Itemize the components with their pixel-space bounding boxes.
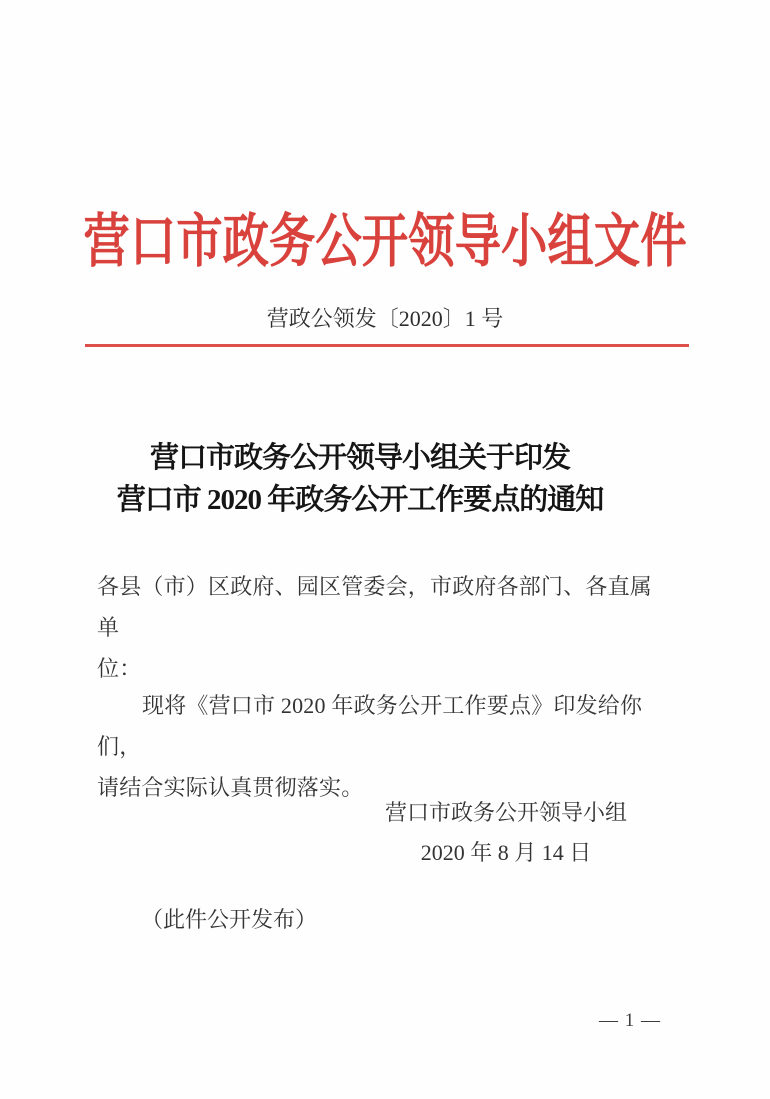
signature-block — [340, 793, 672, 873]
body-paragraph-line-2: 请结合实际认真贯彻落实。 — [97, 775, 364, 800]
document-body — [97, 566, 663, 808]
document-number: 营政公领发〔2020〕1 号 — [266, 306, 504, 331]
notice-title-line2: 营口市 2020 年政务公开工作要点的通知 — [116, 484, 604, 516]
signature-date: 2020 年 8 月 14 日 — [420, 840, 592, 865]
signature-organization: 营口市政务公开领导小组 — [384, 800, 627, 825]
notice-title — [0, 437, 720, 521]
notice-title-line1: 营口市政务公开领导小组关于印发 — [149, 442, 570, 474]
page-number: — 1 — — [599, 1010, 661, 1031]
red-separator-line — [85, 344, 689, 347]
document-header-title: 营口市政务公开领导小组文件 — [83, 209, 687, 274]
publish-note: （此件公开发布） — [141, 907, 318, 932]
salutation-line-1: 各县（市）区政府、园区管委会，市政府各部门、各直属单 — [97, 574, 653, 640]
salutation-line-2: 位： — [97, 656, 142, 681]
body-paragraph-line-1: 现将《营口市 2020 年政务公开工作要点》印发给你们， — [97, 693, 643, 759]
